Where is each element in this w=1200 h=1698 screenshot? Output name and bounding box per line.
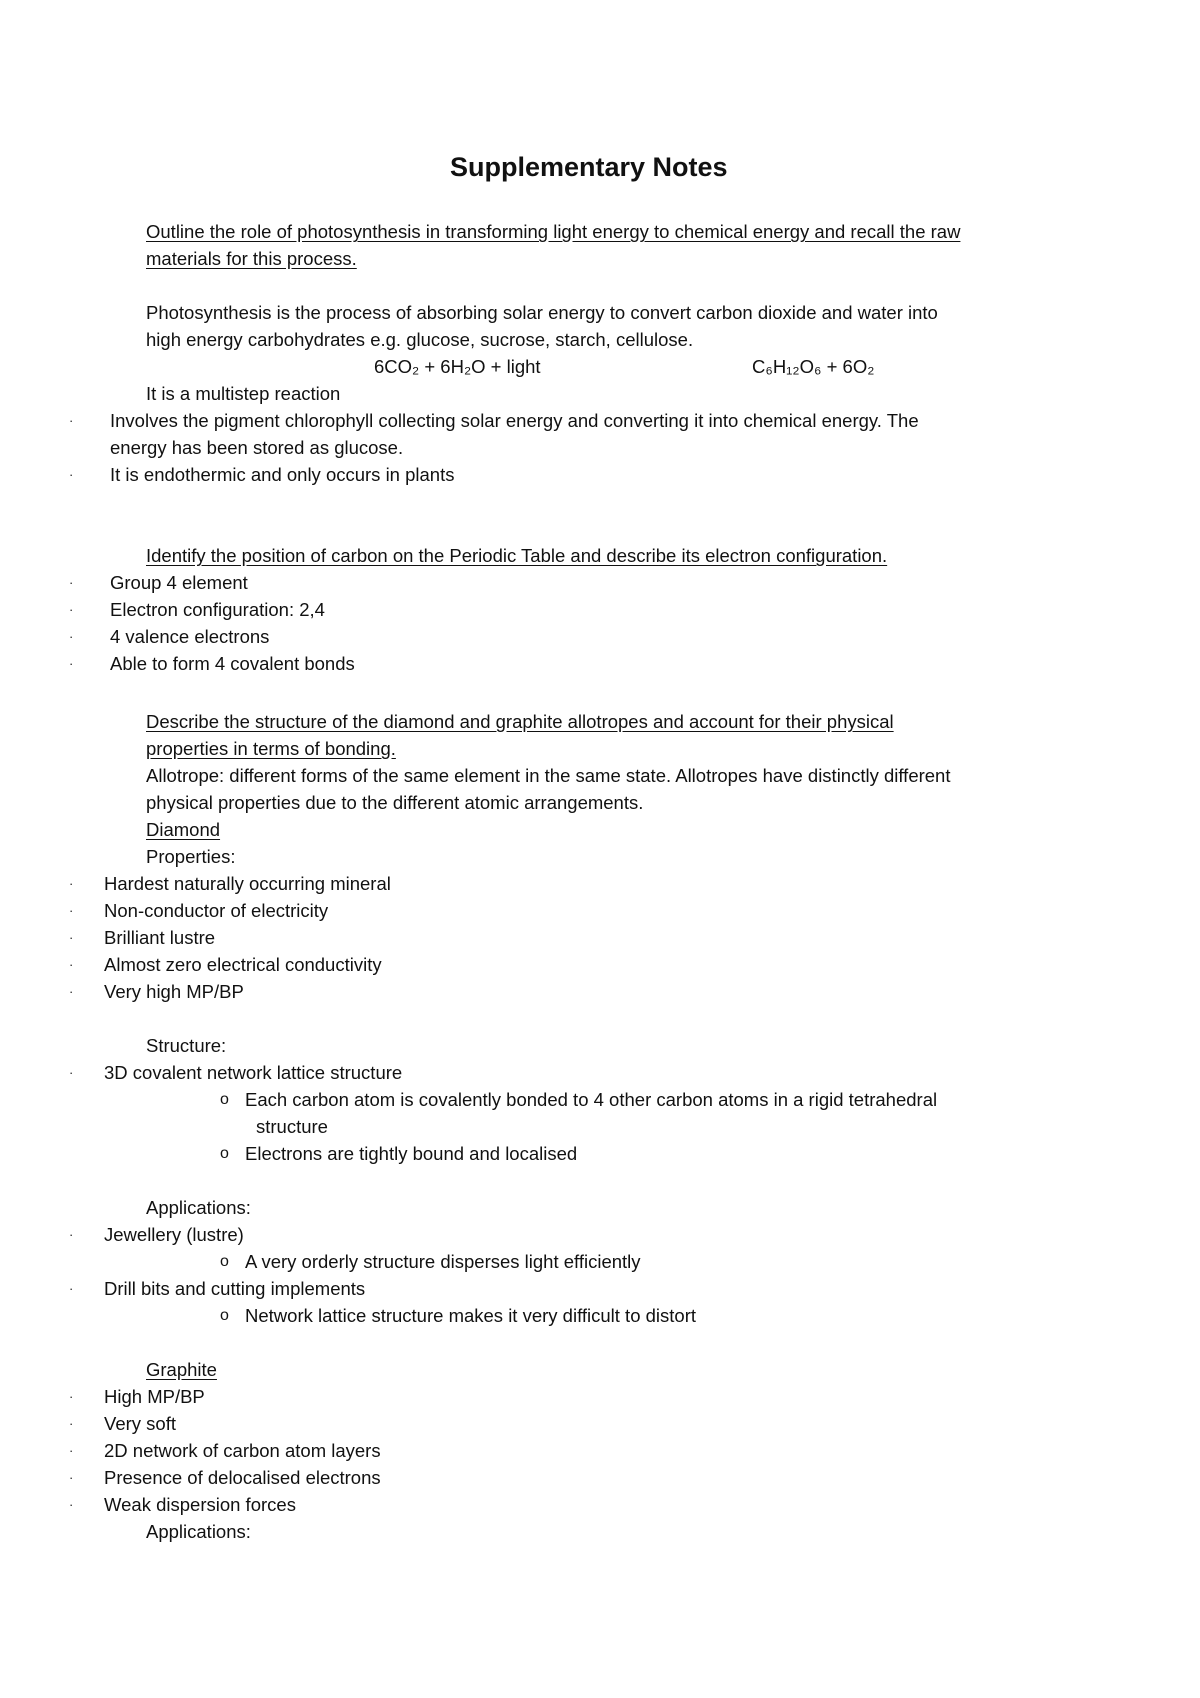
photosynthesis-paragraph-line-2: high energy carbohydrates e.g. glucose, sucrose, starch, cellulose.: [146, 329, 694, 350]
bullet-icon: ·: [69, 876, 74, 891]
allotropes-heading-line-2: properties in terms of bonding.: [146, 738, 396, 759]
list-item: Group 4 element: [110, 572, 248, 593]
equation-products: C₆H₁₂O₆ + 6O₂: [752, 356, 875, 377]
sub-list-item-continuation: structure: [256, 1116, 328, 1137]
sub-list-item: Electrons are tightly bound and localised: [245, 1143, 578, 1164]
list-item: Presence of delocalised electrons: [104, 1467, 381, 1488]
diamond-properties-label: Properties:: [146, 846, 236, 867]
bullet-icon: ·: [69, 1227, 74, 1242]
allotrope-definition-line-2: physical properties due to the different atomic arrangements.: [146, 792, 644, 813]
sub-list-item: Each carbon atom is covalently bonded to 4 other carbon atoms in a rigid tetrahedral: [245, 1089, 938, 1110]
bullet-icon: ·: [69, 629, 74, 644]
bullet-icon: ·: [69, 1065, 74, 1080]
bullet-icon: ·: [69, 602, 74, 617]
list-item: Weak dispersion forces: [104, 1494, 296, 1515]
sub-bullet-icon: o: [220, 1307, 229, 1324]
list-item: Electron configuration: 2,4: [110, 599, 325, 620]
equation-reactants: 6CO₂ + 6H₂O + light: [374, 356, 541, 377]
bullet-icon: ·: [69, 1470, 74, 1485]
bullet-icon: ·: [69, 656, 74, 671]
photosynthesis-bullet-1-line-2: energy has been stored as glucose.: [110, 437, 404, 458]
list-item: Very high MP/BP: [104, 981, 244, 1002]
list-item: Drill bits and cutting implements: [104, 1278, 366, 1299]
page-title: Supplementary Notes: [450, 152, 728, 182]
bullet-icon: ·: [69, 1443, 74, 1458]
bullet-icon: ·: [69, 467, 74, 482]
allotrope-definition-line-1: Allotrope: different forms of the same element in the same state. Allotropes have distinctly different: [146, 765, 951, 786]
sub-bullet-icon: o: [220, 1091, 229, 1108]
photosynthesis-bullet-1-line-1: Involves the pigment chlorophyll collecting solar energy and converting it into chemical energy. The: [110, 410, 919, 431]
bullet-icon: ·: [69, 957, 74, 972]
sub-bullet-icon: o: [220, 1253, 229, 1270]
list-item: Non-conductor of electricity: [104, 900, 329, 921]
list-item: Hardest naturally occurring mineral: [104, 873, 391, 894]
list-item: 2D network of carbon atom layers: [104, 1440, 381, 1461]
bullet-icon: ·: [69, 984, 74, 999]
bullet-icon: ·: [69, 1497, 74, 1512]
multistep-note: It is a multistep reaction: [146, 383, 341, 404]
graphite-applications-label: Applications:: [146, 1521, 251, 1542]
list-item: 3D covalent network lattice structure: [104, 1062, 403, 1083]
bullet-icon: ·: [69, 903, 74, 918]
diamond-structure-label: Structure:: [146, 1035, 227, 1056]
diamond-applications-label: Applications:: [146, 1197, 251, 1218]
bullet-icon: ·: [69, 1281, 74, 1296]
list-item: Brilliant lustre: [104, 927, 216, 948]
bullet-icon: ·: [69, 575, 74, 590]
bullet-icon: ·: [69, 1416, 74, 1431]
list-item: Able to form 4 covalent bonds: [110, 653, 355, 674]
allotropes-heading-line-1: Describe the structure of the diamond and graphite allotropes and account for their physical: [146, 711, 894, 732]
list-item: Jewellery (lustre): [104, 1224, 244, 1245]
photosynthesis-bullet-2: It is endothermic and only occurs in plants: [110, 464, 455, 485]
bullet-icon: ·: [69, 930, 74, 945]
sub-list-item: Network lattice structure makes it very difficult to distort: [245, 1305, 697, 1326]
sub-list-item: A very orderly structure disperses light efficiently: [245, 1251, 641, 1272]
list-item: Very soft: [104, 1413, 176, 1434]
bullet-icon: ·: [69, 1389, 74, 1404]
graphite-subheading: Graphite: [146, 1359, 217, 1380]
list-item: 4 valence electrons: [110, 626, 270, 647]
diamond-subheading: Diamond: [146, 819, 221, 840]
list-item: Almost zero electrical conductivity: [104, 954, 382, 975]
list-item: High MP/BP: [104, 1386, 205, 1407]
photosynthesis-heading-line-1: Outline the role of photosynthesis in transforming light energy to chemical energy and recall the raw: [146, 221, 961, 242]
photosynthesis-paragraph-line-1: Photosynthesis is the process of absorbing solar energy to convert carbon dioxide and water into: [146, 302, 938, 323]
photosynthesis-heading-line-2: materials for this process.: [146, 248, 357, 269]
carbon-position-heading: Identify the position of carbon on the Periodic Table and describe its electron configuration.: [146, 545, 888, 566]
sub-bullet-icon: o: [220, 1145, 229, 1162]
bullet-icon: ·: [69, 413, 74, 428]
